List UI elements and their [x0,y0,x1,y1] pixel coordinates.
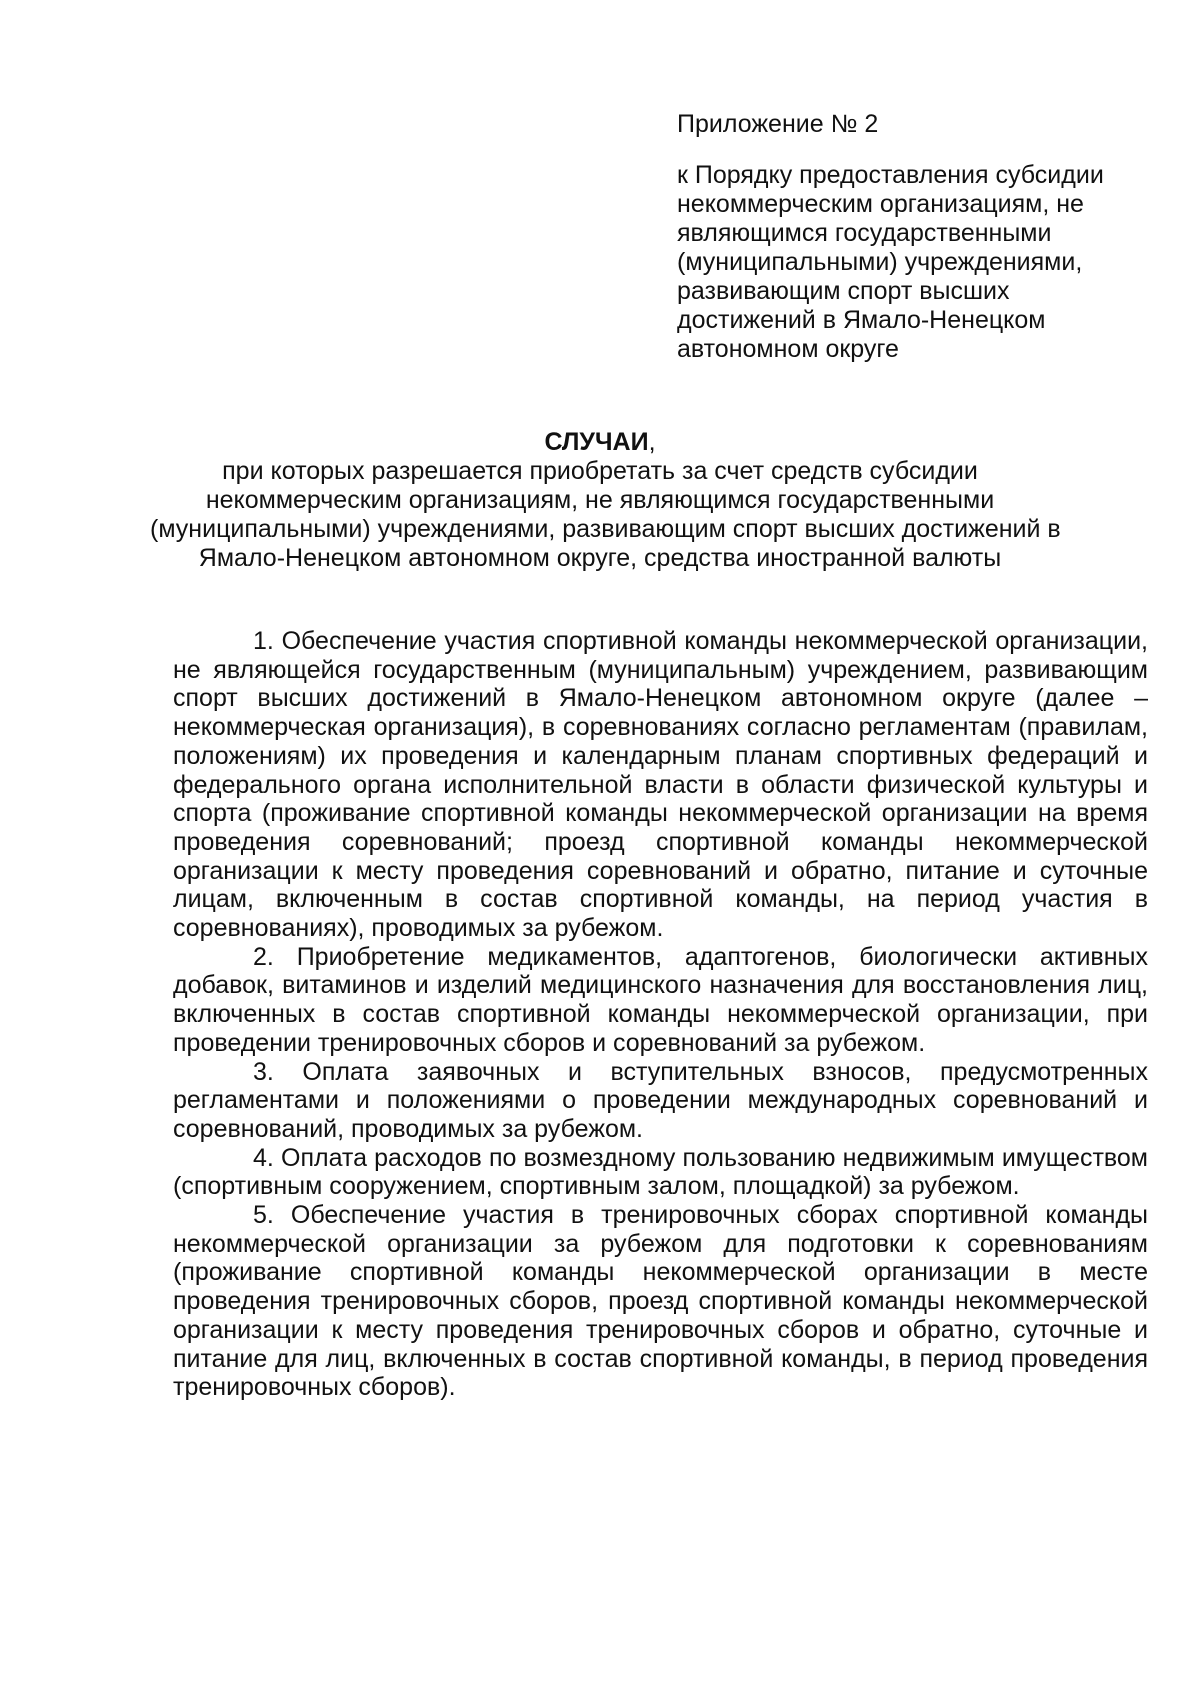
clause-1: 1. Обеспечение участия спортивной команды некоммерческой организации, не являющейся государственным (муниципальным) учреждением, развивающим спорт высших достижений в Ямало-Ненецком автономном округе (далее – некоммерческая организация), в соревнованиях согласно регламентам (правилам, положениям) их проведения и календарным планам спортивных федераций и федерального органа исполнительной власти в области физической культуры и спорта (проживание спортивной команды некоммерческой организации на время проведения соревнований; проезд спортивной команды некоммерческой организации к месту проведения соревнований и обратно, питание и суточные лицам, включенным в состав спортивной команды, на период участия в соревнованиях), проводимых за рубежом. [173,627,1148,943]
appendix-caption [677,161,1147,364]
clauses-list [173,627,1148,1402]
heading-title [150,428,1050,457]
appendix-caption-line: достижений в Ямало-Ненецком [677,306,1046,334]
heading-subtitle-line: при которых разрешается приобретать за счет средств субсидии [222,457,978,485]
heading-subtitle-line: некоммерческим организациям, не являющимся государственными [205,486,995,514]
appendix-caption-line: автономном округе [677,335,899,363]
appendix-caption-line: являющимся государственными [677,219,1052,247]
clause-2: 2. Приобретение медикаментов, адаптогенов, биологически активных добавок, витаминов и изделий медицинского назначения для восстановления лиц, включенных в состав спортивной команды некоммерческой организации, при проведении тренировочных сборов и соревнований за рубежом. [173,942,1148,1057]
appendix-caption-line: (муниципальными) учреждениями, [677,248,1083,276]
clause-3: 3. Оплата заявочных и вступительных взносов, предусмотренных регламентами и положениями о проведении международных соревнований и соревнований, проводимых за рубежом. [173,1057,1148,1143]
clause-5: 5. Обеспечение участия в тренировочных сборах спортивной команды некоммерческой организации за рубежом для подготовки к соревнованиям (проживание спортивной команды некоммерческой организации в месте проведения тренировочных сборов, проезд спортивной команды некоммерческой организации к месту проведения тренировочных сборов и обратно, суточные и питание для лиц, включенных в состав спортивной команды, в период проведения тренировочных сборов). [173,1201,1148,1402]
appendix-block [677,110,1147,364]
heading-subtitle-line: (муниципальными) учреждениями, развивающим спорт высших достижений в [150,515,1061,543]
heading-title-punct: , [648,428,656,456]
document-heading [150,428,1061,573]
appendix-caption-line: некоммерческим организациям, не [677,190,1084,218]
heading-subtitle-line: Ямало-Ненецком автономном округе, средства иностранной валюты [198,544,1002,572]
appendix-caption-line: к Порядку предоставления субсидии [677,161,1104,189]
appendix-number: Приложение № 2 [677,110,879,138]
clause-4: 4. Оплата расходов по возмездному пользованию недвижимым имуществом (спортивным сооружением, спортивным залом, площадкой) за рубежом. [173,1143,1148,1201]
appendix-caption-line: развивающим спорт высших [677,277,1010,305]
heading-title-text: СЛУЧАИ [544,428,649,456]
